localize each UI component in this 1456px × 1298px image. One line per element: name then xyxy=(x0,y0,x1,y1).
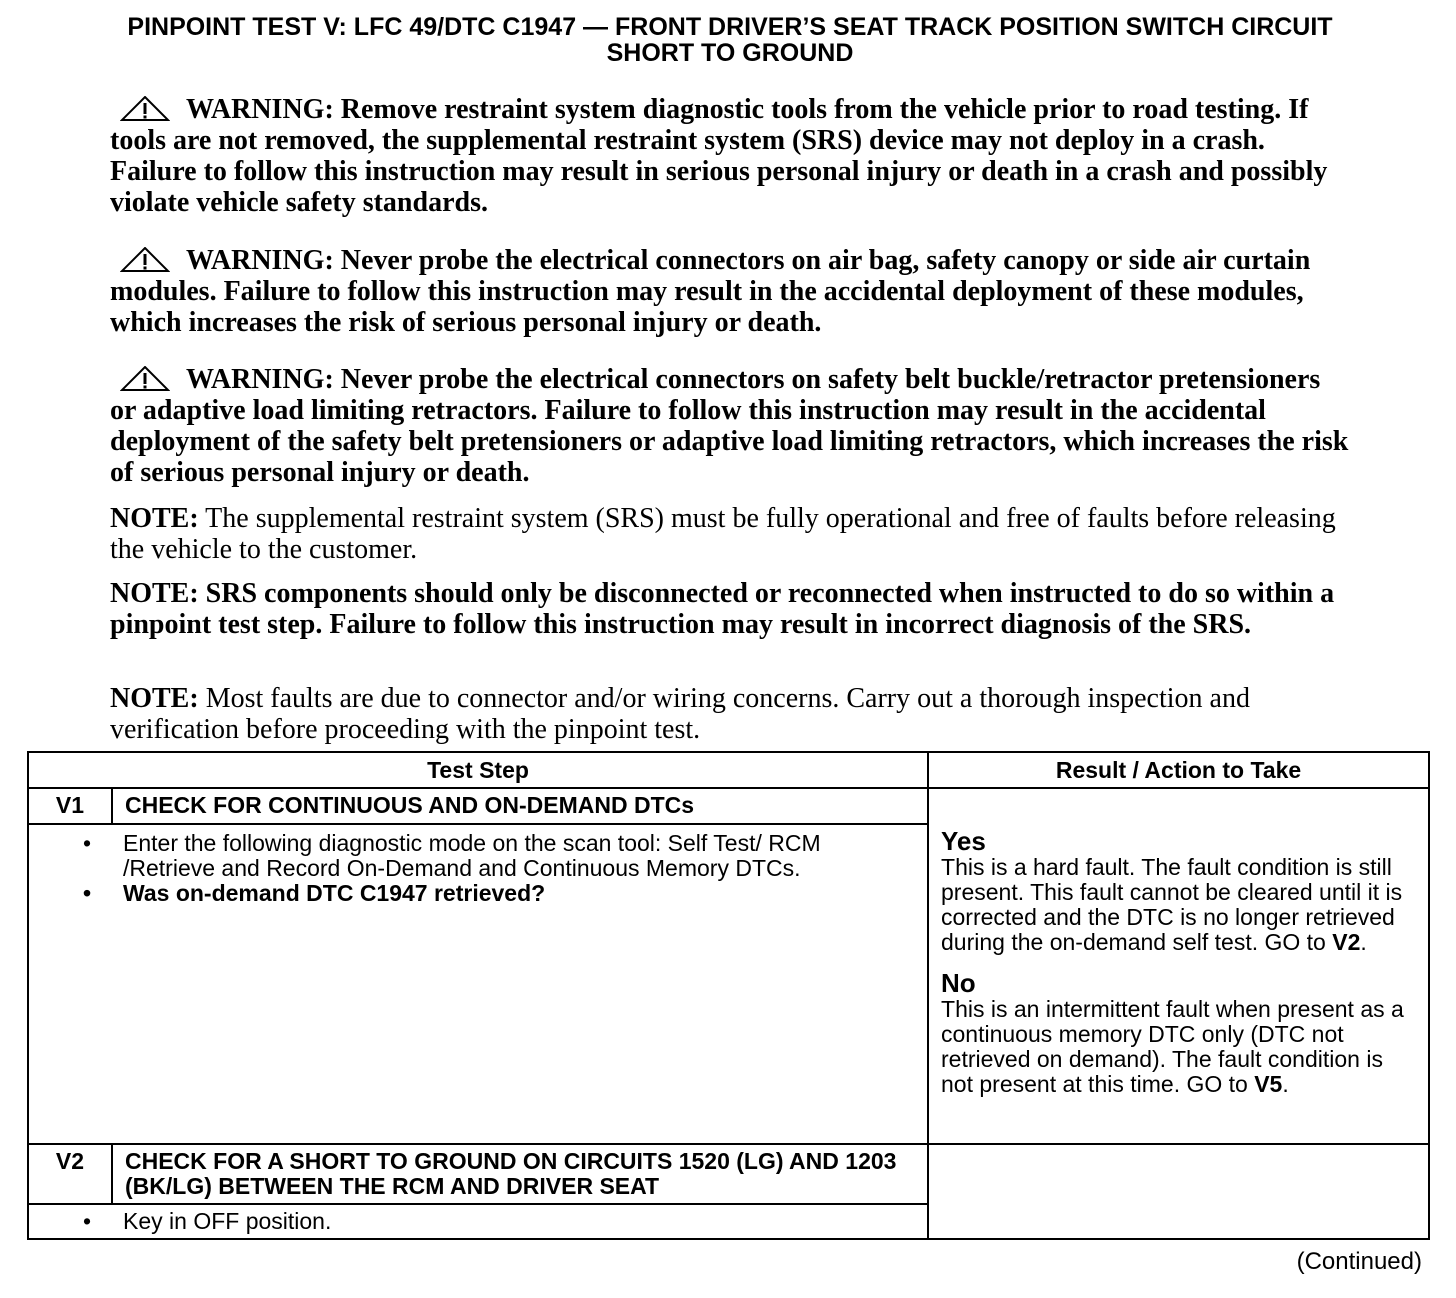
step-id: V2 xyxy=(28,1144,112,1204)
note-1-text: The supplemental restraint system (SRS) must be fully operational and free of faults before releasing the vehicle to the customer. xyxy=(110,503,1336,565)
result-no-end: . xyxy=(1282,1071,1289,1097)
step-v1-bullets xyxy=(29,825,927,914)
note-2-text: NOTE: SRS components should only be disconnected or reconnected when instructed to do so within a pinpoint test step. Failure to follow this instruction may result in incorrect diagnosis of the SRS. xyxy=(110,578,1335,640)
title-line-1: PINPOINT TEST V: LFC 49/DTC C1947 — FRONT DRIVER’S SEAT TRACK POSITION SWITCH CIRCUIT xyxy=(127,13,1333,41)
result-yes-text xyxy=(941,855,1420,955)
warning-1-text: WARNING: Remove restraint system diagnostic tools from the vehicle prior to road testing. If tools are not removed, the supplemental restraint system (SRS) device may not deploy in a crash. Failure to follow this instruction may result in serious personal injury or death in a crash and possibly violate vehicle safety standards. xyxy=(110,94,1328,218)
pinpoint-test-table xyxy=(27,751,1430,1240)
goto-link-v5[interactable]: V5 xyxy=(1254,1071,1283,1097)
note-1 xyxy=(110,503,1350,565)
note-3 xyxy=(110,683,1350,745)
warning-2-text: WARNING: Never probe the electrical connectors on air bag, safety canopy or side air curtain modules. Failure to follow this instruction may result in the accidental deployment of these modules, which increases the risk of serious personal injury or death. xyxy=(110,245,1311,338)
step-v1-heading-row xyxy=(28,788,1429,824)
result-no-text xyxy=(941,997,1420,1097)
header-result: Result / Action to Take xyxy=(928,752,1429,788)
continued-label: (Continued) xyxy=(1296,1248,1422,1275)
result-yes-end: . xyxy=(1360,929,1367,955)
warning-3 xyxy=(110,362,1350,488)
header-test-step: Test Step xyxy=(28,752,928,788)
goto-link-v2[interactable]: V2 xyxy=(1332,929,1361,955)
note-1-label: NOTE: xyxy=(110,503,199,534)
step-v2-heading-row xyxy=(28,1144,1429,1204)
warning-3-text: WARNING: Never probe the electrical connectors on safety belt buckle/retractor pretensioners or adaptive load limiting retractors. Failure to follow this instruction may result in the accidental deployment of the safety belt pretensioners or adaptive load limiting retractors, which increases the risk of serious personal injury or death. xyxy=(110,364,1349,488)
step-v1-result xyxy=(928,788,1429,1144)
list-item: • Key in OFF position. xyxy=(123,1209,919,1234)
result-yes-label: Yes xyxy=(941,826,986,856)
warning-2 xyxy=(110,243,1350,338)
title-line-2: SHORT TO GROUND xyxy=(606,39,854,67)
step-v2-body xyxy=(28,1204,928,1239)
warning-triangle-icon xyxy=(120,362,170,388)
table-header-row xyxy=(28,752,1429,788)
result-yes-body: This is a hard fault. The fault condition is still present. This fault cannot be cleared until it is corrected and the DTC is no longer retrieved during the on-demand self test. GO to xyxy=(941,854,1403,955)
step-v2-bullets xyxy=(29,1205,927,1238)
note-3-label: NOTE: xyxy=(110,683,199,714)
list-item: • Was on-demand DTC C1947 retrieved? xyxy=(123,881,919,906)
warning-triangle-icon xyxy=(120,92,170,118)
result-no-body: This is an intermittent fault when present as a continuous memory DTC only (DTC not retrieved on demand). The fault condition is not present at this time. GO to xyxy=(941,996,1404,1097)
step-id: V1 xyxy=(28,788,112,824)
note-2 xyxy=(110,578,1350,640)
step-heading: CHECK FOR CONTINUOUS AND ON-DEMAND DTCs xyxy=(112,788,928,824)
step-v1-body xyxy=(28,824,928,1144)
note-3-text: Most faults are due to connector and/or wiring concerns. Carry out a thorough inspection and verification before proceeding with the pinpoint test. xyxy=(110,683,1250,745)
warning-1 xyxy=(110,92,1350,218)
step-heading: CHECK FOR A SHORT TO GROUND ON CIRCUITS 1520 (LG) AND 1203 (BK/LG) BETWEEN THE RCM AND DRIVER SEAT xyxy=(112,1144,928,1204)
result-no-label: No xyxy=(941,968,976,998)
step-v2-result xyxy=(928,1144,1429,1239)
page-title xyxy=(30,14,1430,66)
list-item: • Enter the following diagnostic mode on the scan tool: Self Test/ RCM /Retrieve and Record On-Demand and Continuous Memory DTCs. xyxy=(123,831,919,881)
warning-triangle-icon xyxy=(120,243,170,269)
